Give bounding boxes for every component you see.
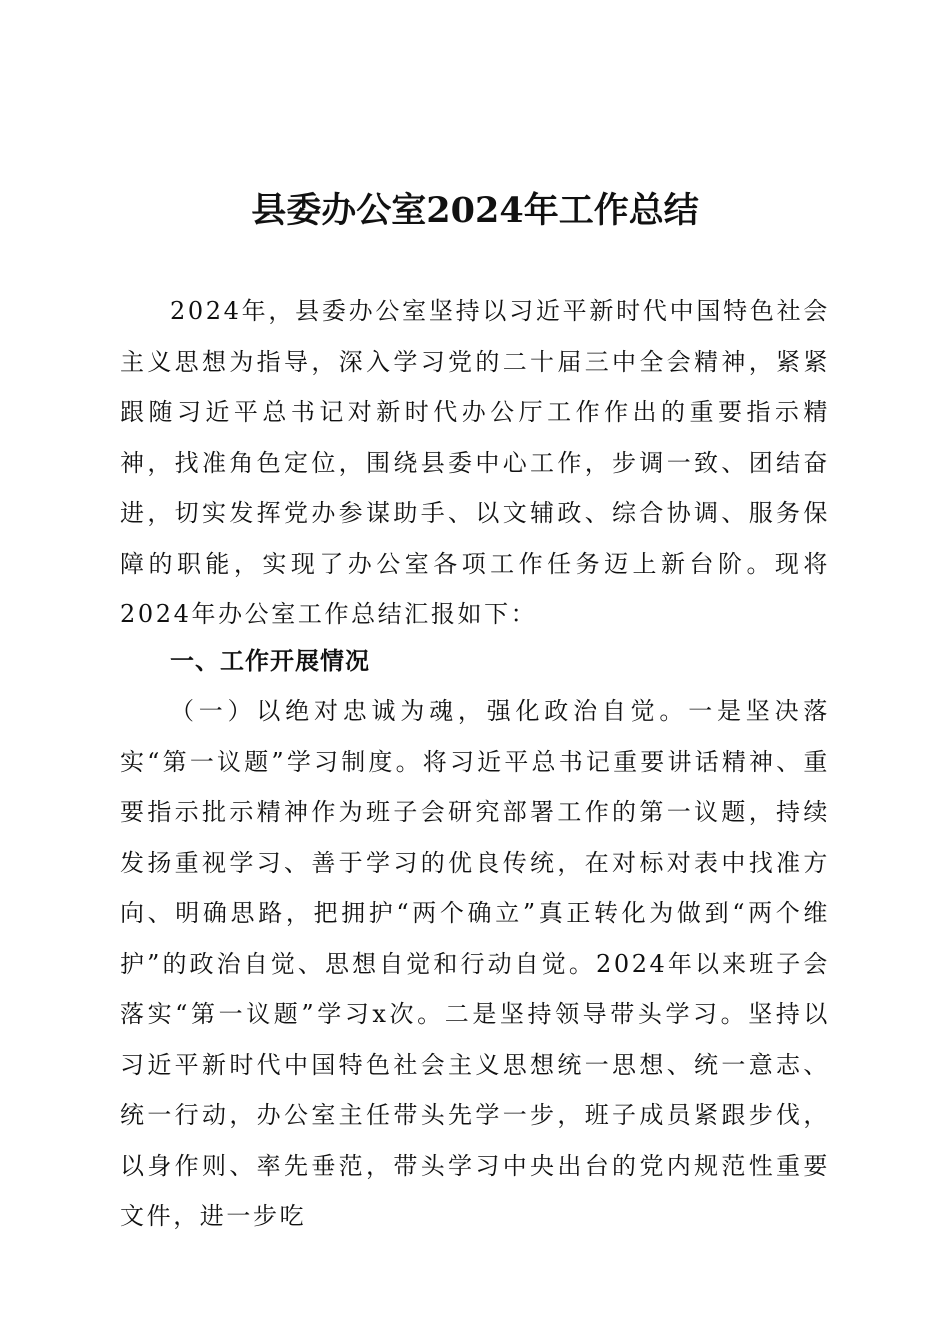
section-heading: 一、工作开展情况 [170, 647, 370, 675]
document-title: 县委办公室2024年工作总结 [251, 190, 699, 231]
intro-paragraph: 2024年，县委办公室坚持以习近平新时代中国特色社会主义思想为指导，深入学习党的二十届三中全会精神，紧紧跟随习近平总书记对新时代办公厅工作作出的重要指示精神，找准角色定位，围绕县委中心工作，步调一致、团结奋进，切实发挥党办参谋助手、以文辅政、综合协调、服务保障的职能，实现了办公室各项工作任务迈上新台阶。现将2024年办公室工作总结汇报如下： [120, 297, 830, 628]
section-paragraph: （一）以绝对忠诚为魂，强化政治自觉。一是坚决落实“第一议题”学习制度。将习近平总书记重要讲话精神、重要指示批示精神作为班子会研究部署工作的第一议题，持续发扬重视学习、善于学习的优良传统，在对标对表中找准方向、明确思路，把拥护“两个确立”真正转化为做到“两个维护”的政治自觉、思想自觉和行动自觉。2024年以来班子会落实“第一议题”学习x次。二是坚持领导带头学习。坚持以习近平新时代中国特色社会主义思想统一思想、统一意志、统一行动，办公室主任带头先学一步，班子成员紧跟步伐，以身作则、率先垂范，带头学习中央出台的党内规范性重要文件，进一步吃 [120, 697, 830, 1230]
